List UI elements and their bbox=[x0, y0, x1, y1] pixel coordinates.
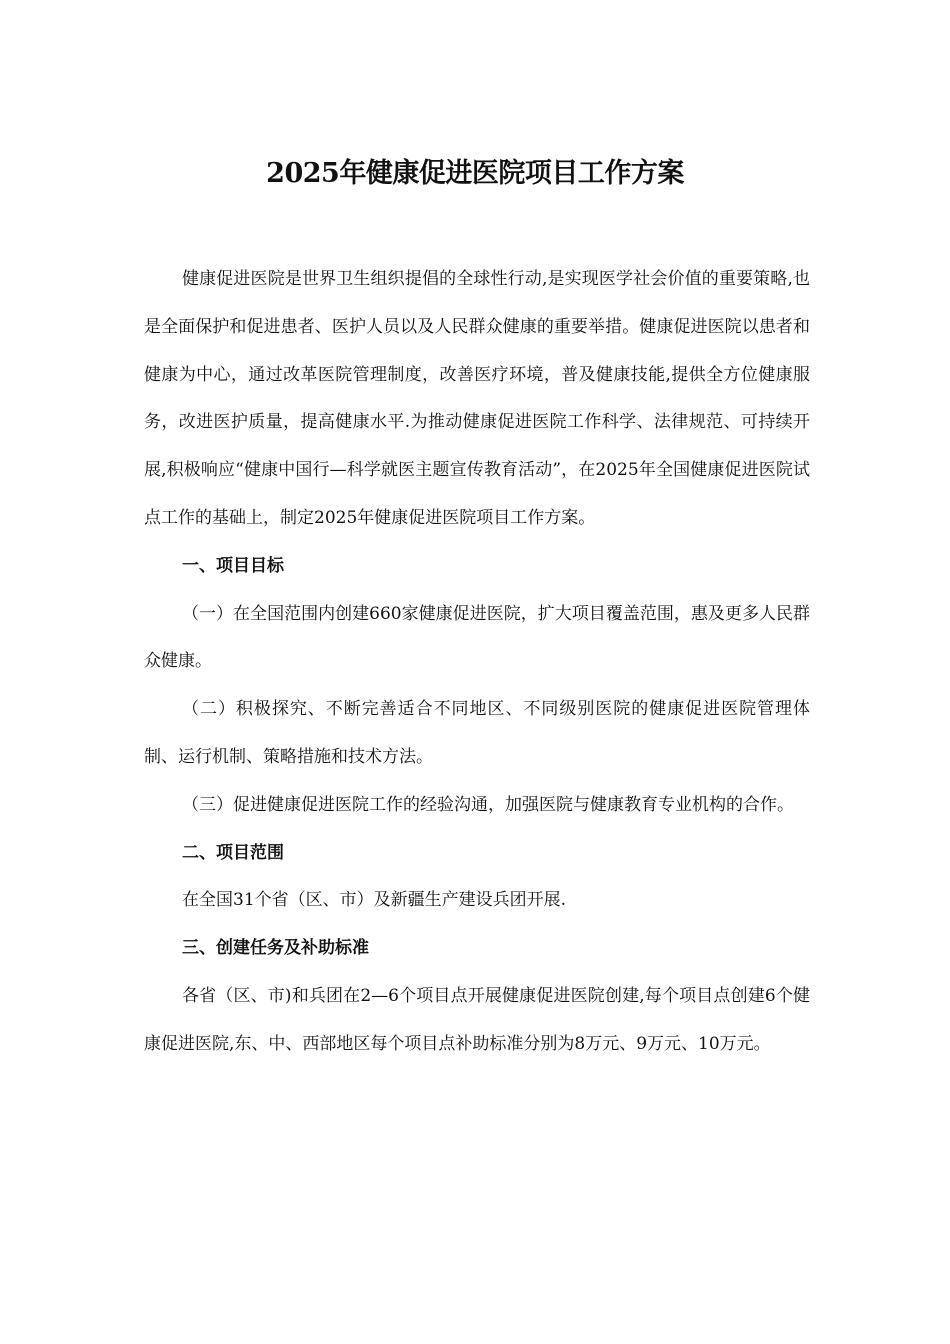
tasks-paragraph: 各省（区、市)和兵团在2—6个项目点开展健康促进医院创建,每个项目点创建6个健康促进医院,东、中、西部地区每个项目点补助标准分别为8万元、9万元、10万元。 bbox=[144, 985, 810, 1054]
goal-item-3: （三）促进健康促进医院工作的经验沟通，加强医院与健康教育专业机构的合作。 bbox=[182, 794, 794, 815]
goal-item-2: （二）积极探究、不断完善适合不同地区、不同级别医院的健康促进医院管理体制、运行机制、策略措施和技术方法。 bbox=[144, 699, 810, 767]
section-heading-goals: 一、项目目标 bbox=[182, 555, 284, 576]
section-heading-scope: 二、项目范围 bbox=[182, 842, 284, 863]
intro-paragraph: 健康促进医院是世界卫生组织提倡的全球性行动,是实现医学社会价值的重要策略,也是全面保护和促进患者、医护人员以及人民群众健康的重要举措。健康促进医院以患者和健康为中心，通过改革医院管理制度，改善医疗环境，普及健康技能,提供全方位健康服务，改进医护质量，提高健康水平.为推动健康促进医院工作科学、法律规范、可持续开展,积极响应“健康中国行—科学就医主题宣传教育活动”，在2025年全国健康促进医院试点工作的基础上，制定2025年健康促进医院项目工作方案。 bbox=[144, 269, 810, 528]
scope-paragraph: 在全国31个省（区、市）及新疆生产建设兵团开展. bbox=[182, 890, 567, 911]
section-heading-tasks: 三、创建任务及补助标准 bbox=[182, 938, 369, 959]
document-title: 2025年健康促进医院项目工作方案 bbox=[266, 158, 684, 189]
document-body bbox=[144, 256, 810, 1069]
goal-item-1: （一）在全国范围内创建660家健康促进医院，扩大项目覆盖范围，惠及更多人民群众健康。 bbox=[144, 603, 810, 672]
